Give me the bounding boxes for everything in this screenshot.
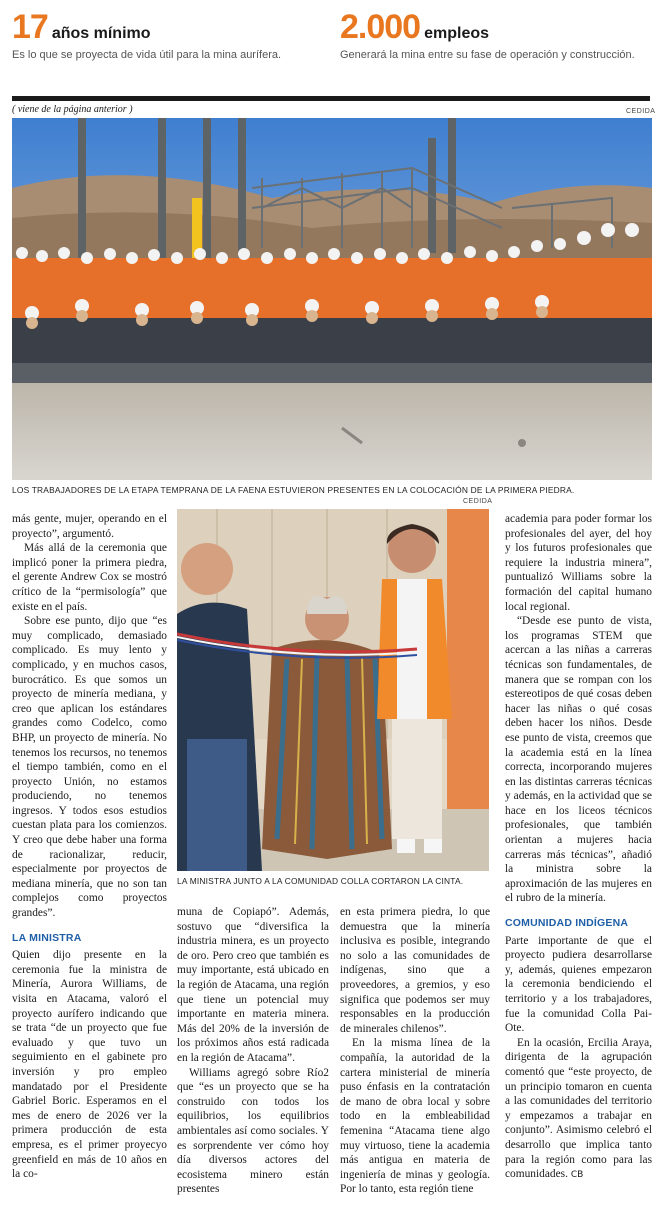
paragraph: “Desde ese punto de vista, los programas STEM que acercan a las niñas a carreras técnicas son fundamentales, de manera que se rompan con los estereotipos de qué cosas deben hacer las niñas o qué cosas deben hacer los niños. Desde ese punto de vista, creemos que la academia está en la línea correcta, incorporando mujeres en las distintas carreras técnicas y además, en la actividad que se hace en los liceos técnicos profesionales, que también orientan a mujeres hacia carreras más técnicas”, añadió la ministra sobre la aproximación de las mujeres en el rubro de la minería.	[505, 615, 652, 905]
paragraph: más gente, mujer, operando en el proyecto”, argumentó.	[12, 513, 167, 540]
article-column-2	[177, 905, 329, 1197]
paragraph-text: En la ocasión, Ercilia Araya, dirigenta de la agrupación comentó que “este proyecto, de un principio tomaron en cuenta a las comunidades del territorio y empezamos a trabajar en conjunto”. Asimismo celebró el desarrollo que implica tanto para la región como para las comunidades.	[505, 1036, 652, 1181]
paragraph: Quien dijo presente en la ceremonia fue la ministra de Minería, Aurora Williams, de visita en Atacama, valoró el proyecto aurífero indicando que se trata “de un proyecto que fue evaluado y que tuvo un seguimiento en el gabinete pro inversión y pro empleo mandatado por el Presidente Gabriel Boric. Esperamos en el mes de enero de 2026 ver la primera producción de esta empresa, es el primer proyecyo greenfield en más de 10 años en la co-	[12, 949, 167, 1181]
photo1-caption: LOS TRABAJADORES DE LA ETAPA TEMPRANA DE LA FAENA ESTUVIERON PRESENTES EN LA COLOCACIÓN DE LA PRIMERA PIEDRA.	[12, 485, 575, 495]
continued-note: ( viene de la página anterior )	[12, 104, 133, 115]
stat-number: 17	[12, 8, 48, 46]
article-column-3	[340, 905, 490, 1197]
workers-group-photo	[12, 118, 652, 480]
photo2-caption: LA MINISTRA JUNTO A LA COMUNIDAD COLLA CORTARON LA CINTA.	[177, 876, 464, 886]
paragraph: academia para poder formar los profesionales del ayer, del hoy y los futuros profesionales que requiere la industria minera”, puntualizó Williams sobre la formación del capital humano local regional.	[505, 513, 652, 613]
section-rule	[12, 96, 650, 101]
paragraph: en esta primera piedra, lo que demuestra que la minería inclusiva es posible, integrando no solo a las comunidades de indígenas, sino que a proveedores, a gremios, y eso significa que podemos ser muy responsables en la producción de minerales chilenos”.	[340, 906, 490, 1035]
section-heading-ministra: LA MINISTRA	[12, 931, 82, 944]
paragraph: muna de Copiapó”. Además, sostuvo que “diversifica la industria minera, es un proyecto de oro. Pero creo que también es muy importante, está ubicado en la región de Atacama, una región que tiene un potencial muy importante en materia minera. Más del 20% de la inversión de los próximos años está radicada en la región de Atacama”.	[177, 906, 329, 1064]
paragraph	[505, 1036, 652, 1183]
article-column-1	[12, 512, 167, 1182]
end-mark: CB	[570, 1170, 584, 1181]
photo1-credit: CEDIDA	[626, 108, 656, 115]
photo2-credit: CEDIDA	[463, 498, 493, 505]
stat-jobs	[340, 8, 635, 61]
ribbon-cutting-photo	[177, 509, 489, 871]
paragraph: Williams agregó sobre Río2 que “es un proyecto que se ha construido con todos los equilibrios, los equilibrios ambientales así como sociales. Y es sorprendente ver cómo hoy día diversos actores del ecosistema minero están presentes	[177, 1066, 329, 1196]
paragraph: Sobre ese punto, dijo que “es muy complicado, demasiado complicado. Es muy lento y complicado, y en muchos casos, burocrático. Es que somos un proyecto de minería mediana, y creo que aplican los estándares grandes como Codelco, como BHP, un proyecto de minería. No tenemos los recursos, no tenemos el tiempo también, como en el proyecto Unión, no estamos produciendo, no tenemos ingresos. Y todos esos estudios cuestan plata para los comienzos. Y creo que debe haber una forma de racionalizar, reducir, especialmente por proyectos de mediana minería, que no son tan complejos como proyectos grandes”.	[12, 615, 167, 920]
stat-description: Generará la mina entre su fase de operación y construcción.	[340, 49, 635, 61]
paragraph: En la misma línea de la compañía, la autoridad de la cartera ministerial de minería puso énfasis en la contratación de mano de obra local y sobre todo en la embleabilidad femenina “Atacama tiene algo muy virtuoso, tiene la academia más antigua en materia de ingeniería de minas y geología. Por lo tanto, esta región tiene	[340, 1037, 490, 1196]
section-heading-comunidad: COMUNIDAD INDÍGENA	[505, 917, 629, 930]
stat-word: años mínimo	[51, 25, 151, 42]
paragraph: Parte importante de que el proyecto pudiera desarrollarse y, además, quienes empezaron la ceremonia bendiciendo el territorio y a los trabajadores, fue la comunidad Colla Pai-Ote.	[505, 934, 652, 1035]
stat-lifespan	[12, 8, 281, 61]
stat-description: Es lo que se proyecta de vida útil para la mina aurífera.	[12, 49, 282, 61]
stat-word: empleos	[424, 25, 490, 42]
paragraph: Más allá de la ceremonia que implicó poner la primera piedra, el gerente Andrew Cox se mostró crítico de la “permisología” que existe en el país.	[12, 542, 167, 613]
stat-number: 2.000	[340, 8, 421, 46]
article-column-4	[505, 512, 652, 1183]
